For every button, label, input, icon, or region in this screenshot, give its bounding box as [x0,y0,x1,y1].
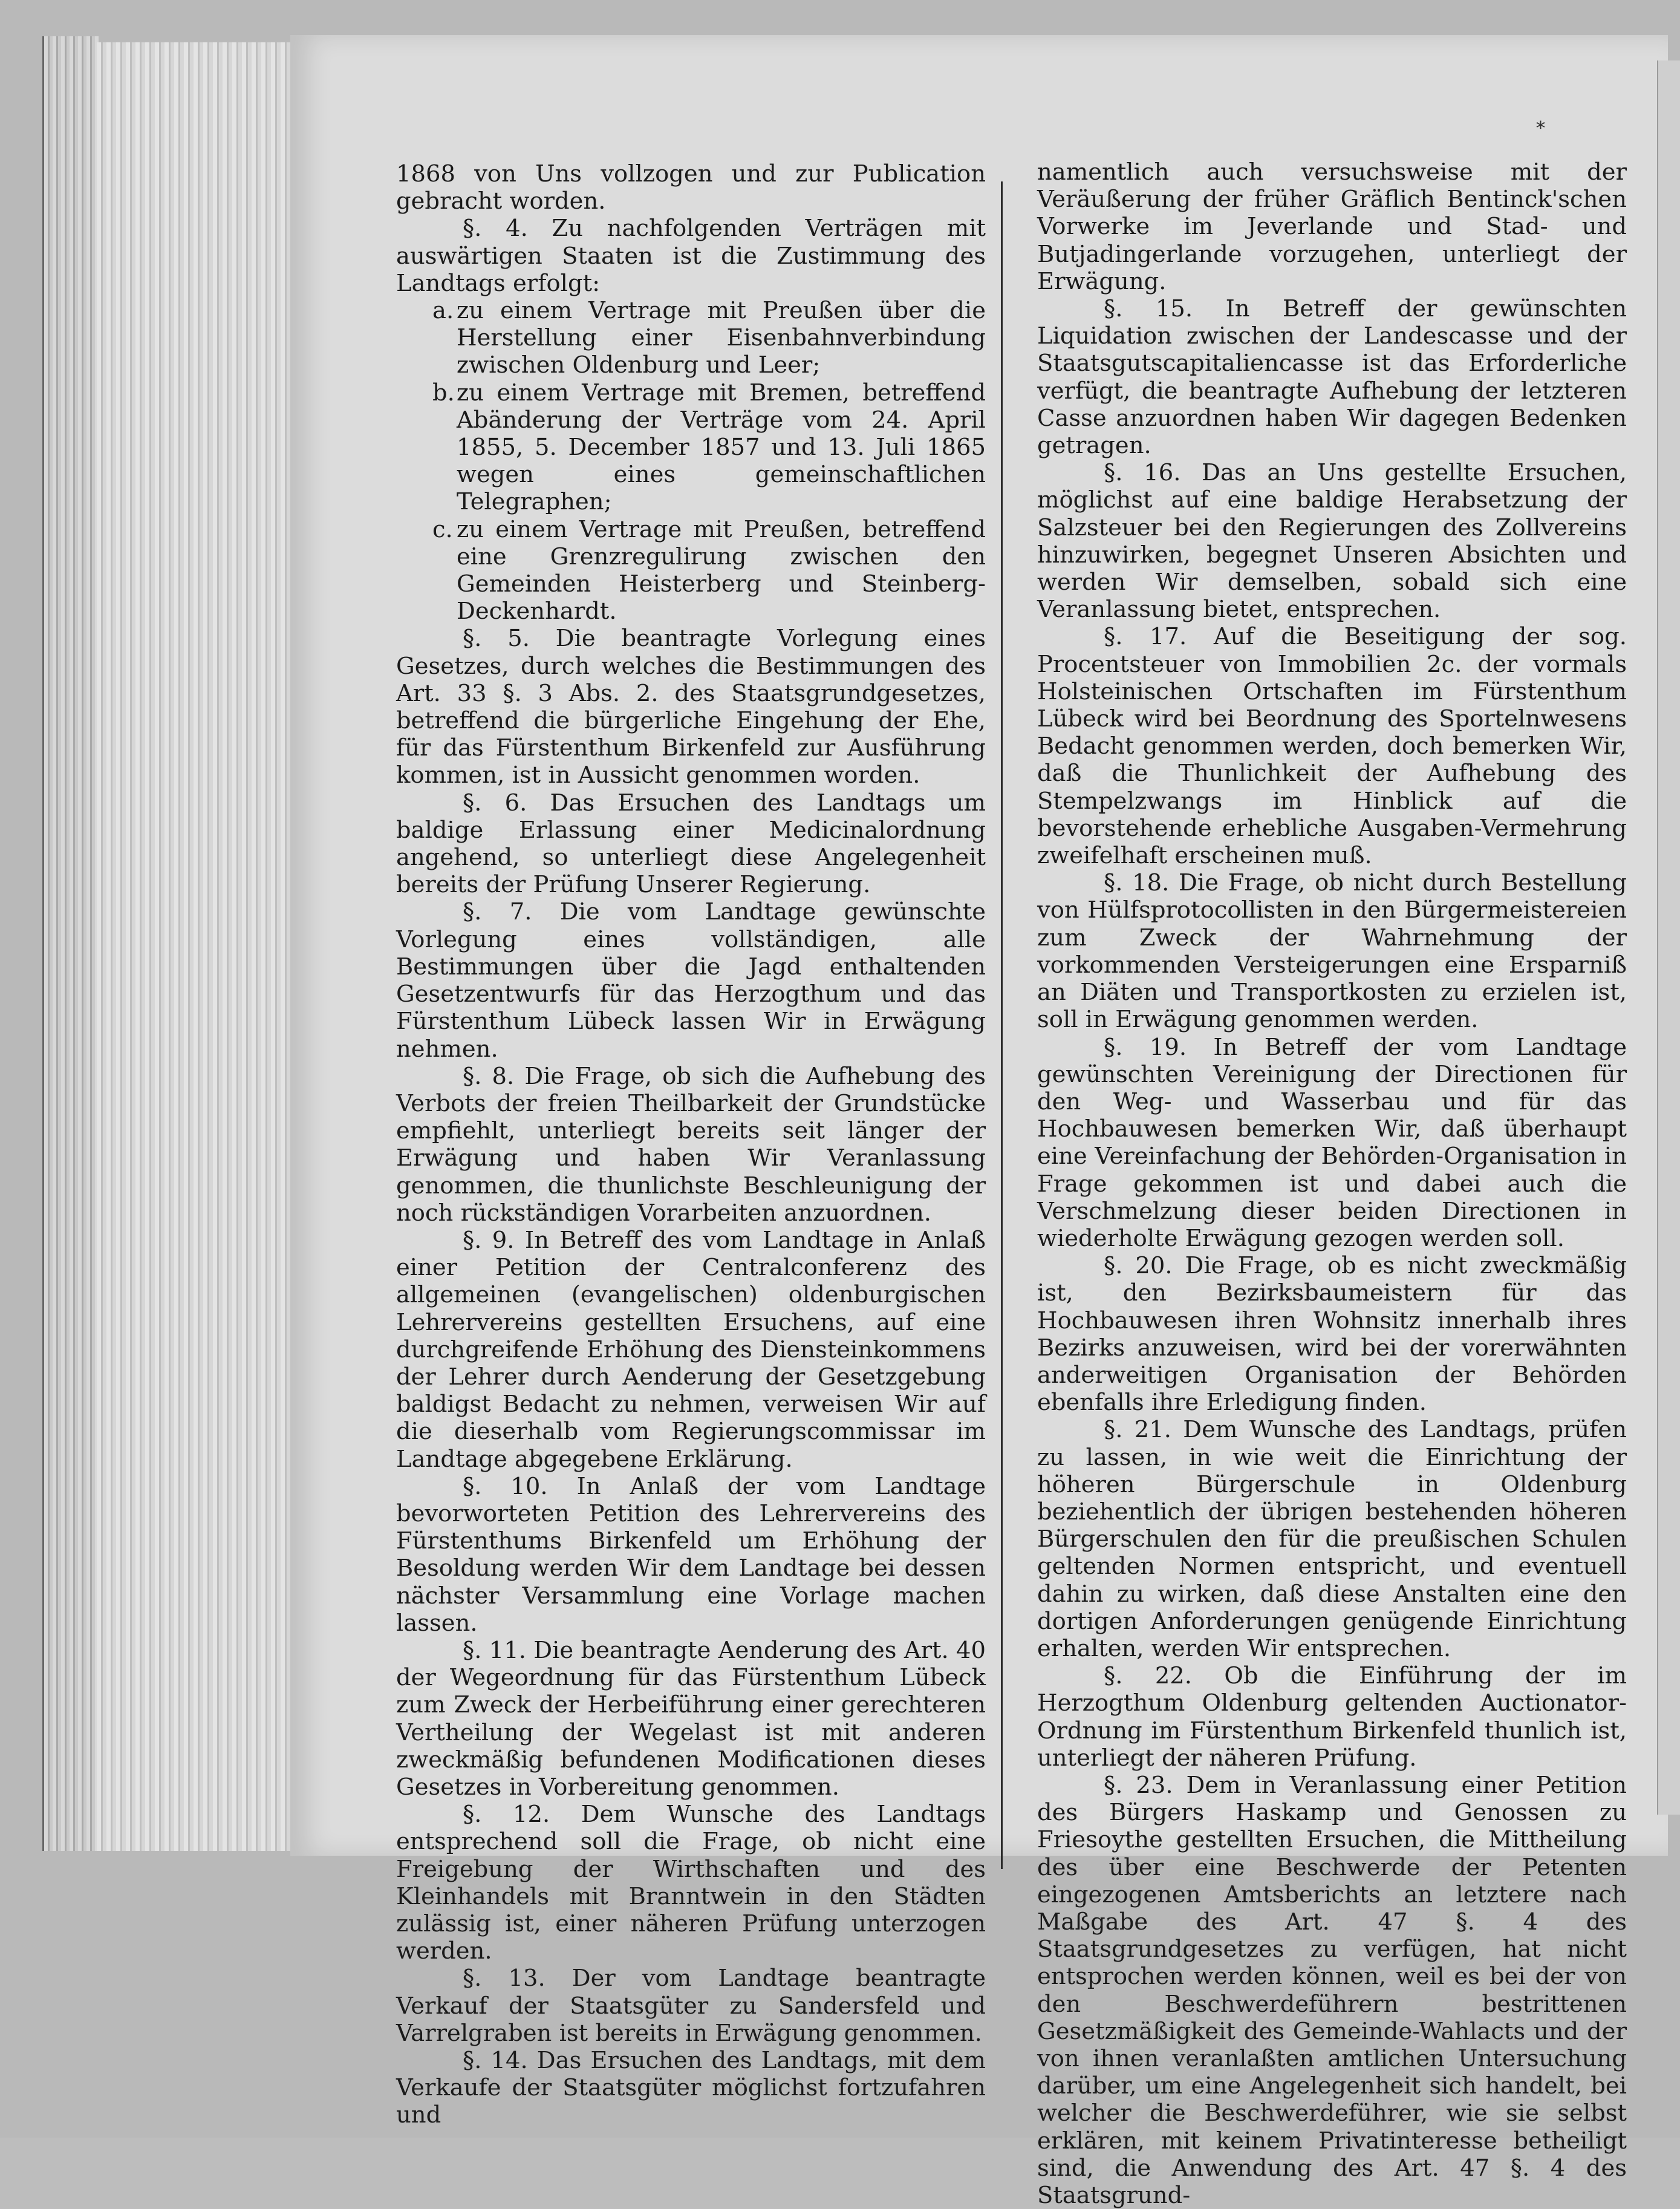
paragraph-text: §. 5. Die beantragte Vorlegung eines Gesetzes, durch welches die Bestimmungen des Art. 33 §. 3 Abs. 2. des Staatsgrundgesetzes, betreffend die bürgerliche Eingehung der Ehe, für das Fürstenthum Birkenfeld zur Ausführung kommen, ist in Aussicht genommen worden. [396,625,986,789]
next-page-edge [1657,60,1680,1815]
section-paragraph [1037,1416,1627,1662]
paragraph-text: §. 12. Dem Wunsche des Landtags entsprechend soll die Frage, ob nicht eine Freigebung der Wirthschaften und des Kleinhandels mit Branntwein in den Städten zulässig ist, einer näheren Prüfung unterzogen werden. [396,1801,986,1965]
section-paragraph [396,1473,986,1637]
left-text-column [396,160,986,2129]
list-item [432,379,986,516]
section-paragraph [1037,623,1627,869]
page-stack-edge [97,42,296,1851]
continued-paragraph [396,160,986,215]
section-paragraph [396,1063,986,1227]
section-paragraph [1037,1662,1627,1772]
section-paragraph [1037,1772,1627,2209]
section-paragraph [1037,295,1627,459]
section-paragraph [396,1801,986,1965]
paragraph-text: zu einem Vertrage mit Preußen über die Herstellung einer Eisenbahnverbindung zwischen Oldenburg und Leer; [457,297,986,379]
page-mark: * [1536,118,1545,139]
paragraph-text: §. 19. In Betreff der vom Landtage gewünschten Vereinigung der Directionen für den Weg- und Wasserbau und für das Hochbauwesen bemerken Wir, daß überhaupt eine Vereinfachung der Behörden-Organisation in Frage gekommen ist und dabei auch die Verschmelzung dieser beiden Directionen in wiederholte Erwägung gezogen werden soll. [1037,1033,1627,1252]
paragraph-text: zu einem Vertrage mit Preußen, betreffend eine Grenzregulirung zwischen den Gemeinden Heisterberg und Steinberg-Deckenhardt. [457,515,986,625]
section-paragraph [396,1227,986,1473]
paragraph-text: §. 4. Zu nachfolgenden Verträgen mit auswärtigen Staaten ist die Zustimmung des Landtags erfolgt: [396,215,986,297]
section-paragraph [396,789,986,899]
list-item-label: b. [432,379,455,406]
paragraph-text: §. 14. Das Ersuchen des Landtags, mit dem Verkaufe der Staatsgüter möglichst fortzufahren und [396,2047,986,2129]
list-item-label: c. [432,515,453,543]
paragraph-text: §. 13. Der vom Landtage beantragte Verkauf der Staatsgüter zu Sandersfeld und Varrelgraben ist bereits in Erwägung genommen. [396,1965,986,2047]
list-item [432,297,986,379]
paragraph-text: §. 6. Das Ersuchen des Landtags um baldige Erlassung einer Medicinalordnung angehend, so unterliegt diese Angelegenheit bereits der Prüfung Unserer Regierung. [396,789,986,899]
right-text-column [1037,158,1627,2209]
section-paragraph [1037,459,1627,623]
section-paragraph [396,1965,986,2047]
paragraph-text: namentlich auch versuchsweise mit der Veräußerung der früher Gräflich Bentinck'schen Vorwerke im Jeverlande und Stad- und Butjadingerlande vorzugehen, unterliegt der Erwägung. [1037,158,1627,295]
paragraph-text: 1868 von Uns vollzogen und zur Publication gebracht worden. [396,160,986,215]
paragraph-text: §. 10. In Anlaß der vom Landtage bevorworteten Petition des Lehrervereins des Fürstenthums Birkenfeld um Erhöhung der Besoldung werden Wir dem Landtage bei dessen nächster Versammlung eine Vorlage machen lassen. [396,1472,986,1637]
paragraph-text: §. 7. Die vom Landtage gewünschte Vorlegung eines vollständigen, alle Bestimmungen über die Jagd enthaltenden Gesetzentwurfs für das Herzogthum und das Fürstenthum Lübeck lassen Wir in Erwägung nehmen. [396,898,986,1063]
paragraph-text: §. 17. Auf die Beseitigung der sog. Procentsteuer von Immobilien 2c. der vormals Holsteinischen Ortschaften im Fürstenthum Lübeck wird bei Beordnung des Sportelnwesens Bedacht genommen werden, doch bemerken Wir, daß die Thunlichkeit der Aufhebung des Stempelzwangs im Hinblick auf die bevorstehende erhebliche Ausgaben-Vermehrung zweifelhaft erscheinen muß. [1037,623,1627,870]
section-paragraph [396,898,986,1062]
paragraph-text: §. 11. Die beantragte Aenderung des Art. 40 der Wegeordnung für das Fürstenthum Lübeck zum Zweck der Herbeiführung einer gerechteren Vertheilung der Wegelast ist mit anderen zweckmäßig befundenen Modificationen dieses Gesetzes in Vorbereitung genommen. [396,1636,986,1801]
section-paragraph [1037,1252,1627,1416]
list-item [432,516,986,625]
paragraph-text: §. 16. Das an Uns gestellte Ersuchen, möglichst auf eine baldige Herabsetzung der Salzsteuer bei den Regierungen des Zollvereins hinzuwirken, begegnet Unseren Absichten und werden Wir demselben, sobald sich eine Veranlassung bietet, entsprechen. [1037,459,1627,624]
section-paragraph [396,625,986,789]
paragraph-text: §. 9. In Betreff des vom Landtage in Anlaß einer Petition der Centralconferenz des allgemeinen (evangelischen) oldenburgischen Lehrervereins gestellten Ersuchens, auf eine durchgreifende Erhöhung des Diensteinkommens der Lehrer durch Aenderung der Gesetzgebung baldigst Bedacht zu nehmen, verweisen Wir auf die dieserhalb vom Regierungscommissar im Landtage abgegebene Erklärung. [396,1226,986,1473]
paragraph-text: §. 15. In Betreff der gewünschten Liquidation zwischen der Landescasse und der Staatsgutscapitaliencasse ist das Erforderliche verfügt, die beantragte Aufhebung der letzteren Casse anzuordnen haben Wir dagegen Bedenken getragen. [1037,295,1627,460]
paragraph-text: zu einem Vertrage mit Bremen, betreffend Abänderung der Verträge vom 24. April 1855, 5. December 1857 und 13. Juli 1865 wegen eines gemeinschaftlichen Telegraphen; [457,379,986,516]
section-paragraph [396,215,986,297]
paragraph-text: §. 20. Die Frage, ob es nicht zweckmäßig ist, den Bezirksbaumeistern für das Hochbauwesen ihren Wohnsitz innerhalb ihres Bezirks anzuweisen, wird bei der vorerwähnten anderweitigen Organisation der Behörden ebenfalls ihre Erledigung finden. [1037,1252,1627,1417]
paragraph-text: §. 21. Dem Wunsche des Landtags, prüfen zu lassen, in wie weit die Einrichtung der höheren Bürgerschule in Oldenburg beziehentlich der übrigen bestehenden höheren Bürgerschulen den für die preußischen Schulen geltenden Normen entspricht, und eventuell dahin zu wirken, daß diese Anstalten eine den dortigen Anforderungen genügende Einrichtung erhalten, werden Wir entsprechen. [1037,1416,1627,1662]
book-spine-edge [42,36,99,1851]
section-paragraph [396,1637,986,1801]
column-divider [1001,181,1003,1869]
section-paragraph [1037,1034,1627,1253]
section-paragraph [1037,869,1627,1033]
paragraph-text: §. 8. Die Frage, ob sich die Aufhebung des Verbots der freien Theilbarkeit der Grundstücke empfiehlt, unterliegt bereits seit länger der Erwägung und haben Wir Veranlassung genommen, die thunlichste Beschleunigung der noch rückständigen Vorarbeiten anzuordnen. [396,1062,986,1227]
list-item-label: a. [432,297,454,325]
paragraph-text: §. 23. Dem in Veranlassung einer Petition des Bürgers Haskamp und Genossen zu Friesoythe gestellten Ersuchen, die Mittheilung des über eine Beschwerde der Petenten eingezogenen Amtsberichts an letztere nach Maßgabe des Art. 47 §. 4 des Staatsgrundgesetzes zu verfügen, hat nicht entsprochen werden können, weil es bei der von den Beschwerdeführern bestrittenen Gesetzmäßigkeit des Gemeinde-Wahlacts und der von ihnen veranlaßten amtlichen Untersuchung darüber, um eine Angelegenheit sich handelt, bei welcher die Beschwerdeführer, wie sie selbst erklären, mit keinem Privatinteresse betheiligt sind, die Anwendung des Art. 47 §. 4 des Staatsgrund- [1037,1771,1627,2209]
paragraph-text: §. 22. Ob die Einführung der im Herzogthum Oldenburg geltenden Auctionator-Ordnung im Fürstenthum Birkenfeld thunlich ist, unterliegt der näheren Prüfung. [1037,1662,1627,1772]
paragraph-text: §. 18. Die Frage, ob nicht durch Bestellung von Hülfsprotocollisten in den Bürgermeistereien zum Zweck der Wahrnehmung der vorkommenden Versteigerungen eine Ersparniß an Diäten und Transportkosten zu erzielen ist, soll in Erwägung genommen werden. [1037,869,1627,1034]
section-paragraph [396,2047,986,2129]
continued-paragraph [1037,158,1627,295]
